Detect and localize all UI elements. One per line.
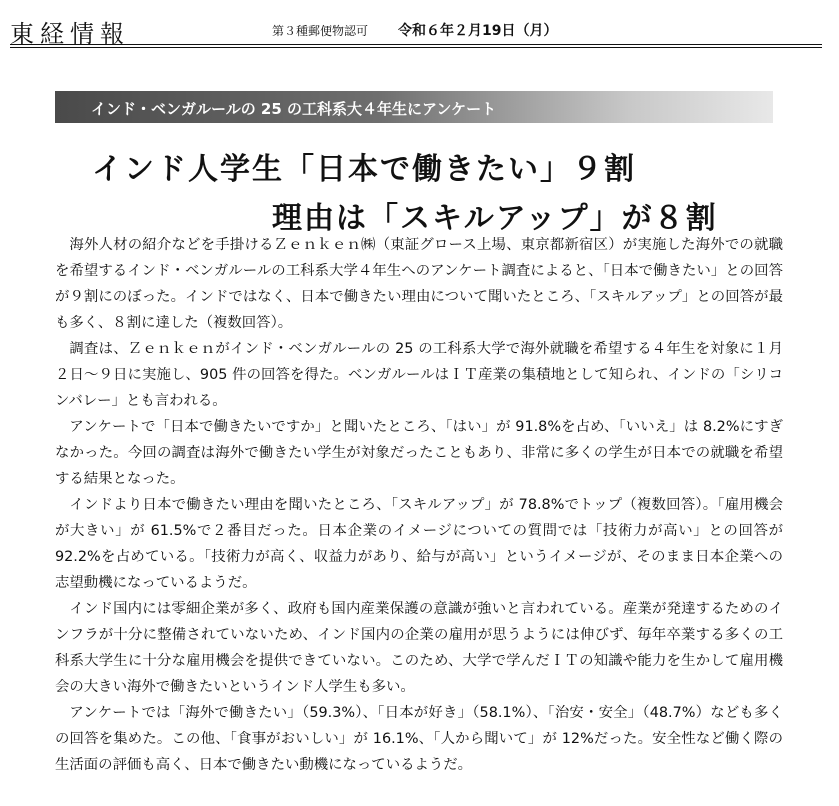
headline-line-1: インド人学生「日本で働きたい」９割	[92, 152, 636, 187]
banner-text: インド・ベンガルールの 25 の工科系大４年生にアンケート	[91, 100, 497, 118]
paragraph: インド国内には零細企業が多く、政府も国内産業保護の意識が強いと言われている。産業が発達するためのインフラが十分に整備されていないため、インド国内の企業の雇用が思うようには伸びず、毎年卒業する多くの工科系大学生に十分な雇用機会を提供できていない。このため、大学で学んだＩＴの知識や能力を生かして雇用機会の大きい海外で働きたいというインド人学生も多い。	[55, 601, 783, 695]
article-body	[55, 232, 783, 778]
paragraph: 海外人材の紹介などを手掛けるＺｅｎｋｅｎ㈱（東証グロース上場、東京都新宿区）が実施した海外での就職を希望するインド・ベンガルールの工科系大学４年生へのアンケート調査によると、「日本で働きたい」との回答が９割にのぼった。インドではなく、日本で働きたい理由について聞いたところ、「スキルアップ」との回答が最も多く、８割に達した（複数回答）。	[55, 237, 783, 331]
postal-permit: 第３種郵便物認可	[272, 24, 369, 38]
paragraph: 調査は、Ｚｅｎｋｅｎがインド・ベンガルールの 25 の工科系大学で海外就職を希望する４年生を対象に１月２日〜９日に実施し、905 件の回答を得た。ベンガルールはＩＴ産業の集積地として知られ、インドの「シリコンバレー」とも言われる。	[55, 341, 783, 409]
issue-date: 令和６年２月19日（月）	[398, 23, 558, 39]
paragraph: アンケートでは「海外で働きたい」（59.3%）、「日本が好き」（58.1%）、「治安・安全」（48.7%）なども多くの回答を集めた。この他、「食事がおいしい」が 16.1%、「人から聞いて」が 12%だった。安全性など働く際の生活面の評価も高く、日本で働きたい動機になっているようだ。	[55, 705, 783, 773]
header-rule-top	[10, 44, 822, 45]
paragraph: インドより日本で働きたい理由を聞いたところ、「スキルアップ」が 78.8%でトップ（複数回答）。「雇用機会が大きい」が 61.5%で２番目だった。日本企業のイメージについての質問では「技術力が高い」との回答が 92.2%を占めている。「技術力が高く、収益力があり、給与が高い」というイメージが、そのまま日本企業への志望動機になっているようだ。	[55, 497, 783, 591]
header-rule-bottom	[10, 47, 822, 48]
paragraph: アンケートで「日本で働きたいですか」と聞いたところ、「はい」が 91.8%を占め、「いいえ」は 8.2%にすぎなかった。今回の調査は海外で働きたい学生が対象だったこともあり、非常に多くの学生が日本での就職を希望する結果となった。	[55, 419, 783, 487]
headline-line-2: 理由は「スキルアップ」が８割	[272, 201, 718, 236]
article-banner	[55, 91, 773, 123]
masthead: 東経情報	[10, 20, 130, 48]
